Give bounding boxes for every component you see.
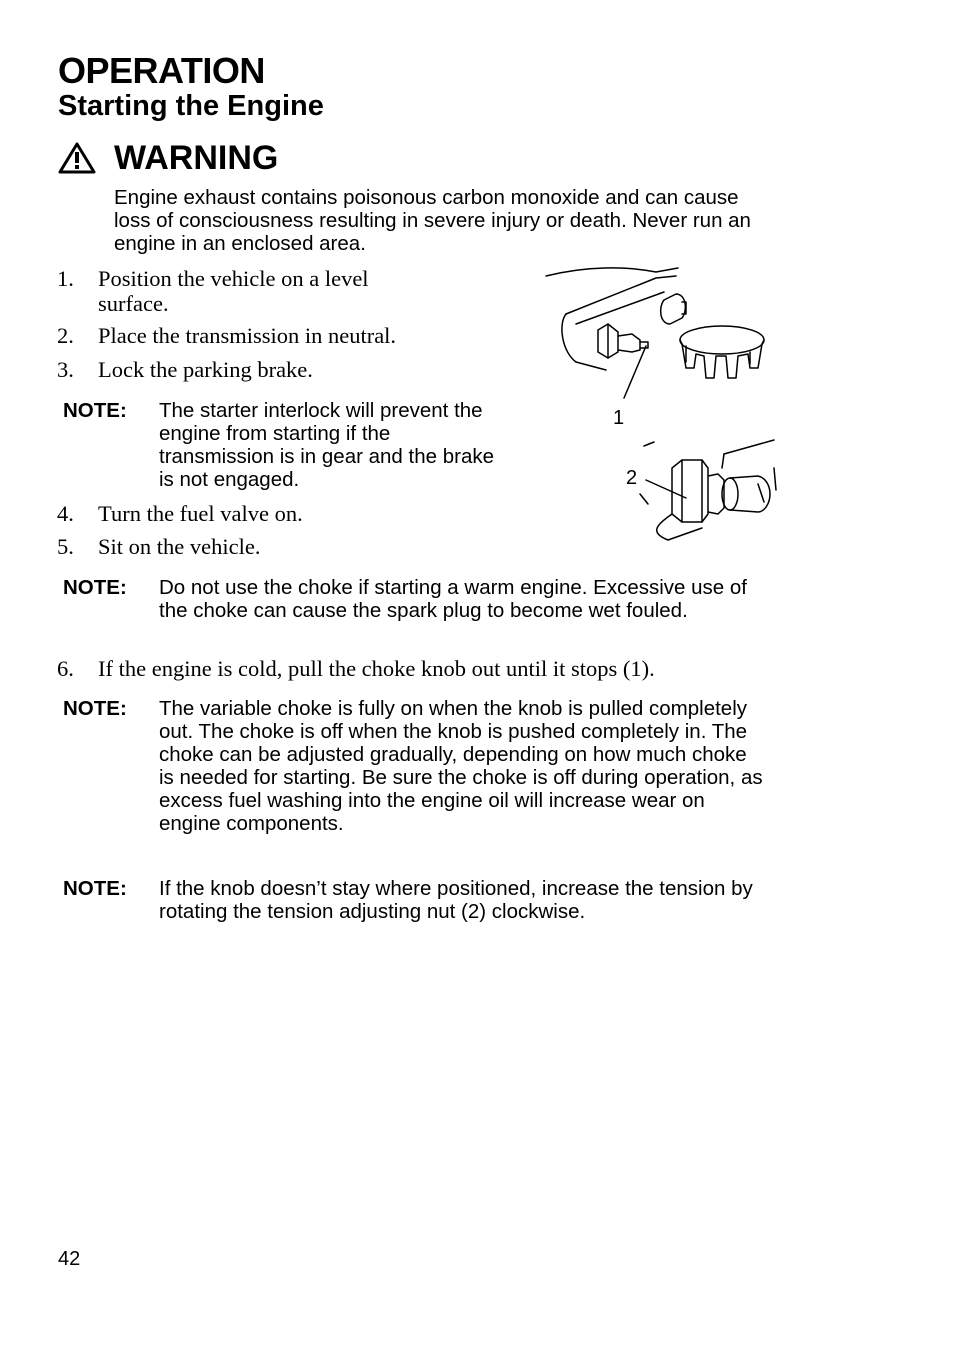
callout-1-label: 1: [613, 407, 625, 429]
note-label: NOTE:: [63, 576, 127, 599]
note: [63, 877, 763, 923]
step-item: [57, 534, 477, 559]
warning-header: [58, 138, 278, 178]
step-number: 3.: [57, 357, 74, 382]
step-item: [57, 501, 477, 526]
note-text: The variable choke is fully on when the knob is pulled completely out. The choke is off when the knob is pushed completely in. The choke can be adjusted gradually, depending on how much choke is needed for starting. Be sure the choke is off during operation, as excess fuel washing into the engine oil will increase wear on engine components.: [159, 697, 763, 835]
callout-2-label: 2: [626, 467, 638, 489]
step-text: Lock the parking brake.: [98, 357, 313, 382]
note-text: If the knob doesn’t stay where positioned, increase the tension by rotating the tension adjusting nut (2) clockwise.: [159, 877, 753, 923]
note-text: Do not use the choke if starting a warm engine. Excessive use of the choke can cause the spark plug to become wet fouled.: [159, 576, 747, 622]
note-label: NOTE:: [63, 877, 127, 900]
step-text: Sit on the vehicle.: [98, 534, 261, 559]
step-item: [57, 323, 477, 348]
note: [63, 697, 763, 835]
note: [63, 576, 773, 622]
step-number: 2.: [57, 323, 74, 348]
step-text: Turn the fuel valve on.: [98, 501, 303, 526]
step-text: Position the vehicle on a level surface.: [98, 266, 369, 316]
note-label: NOTE:: [63, 399, 127, 422]
step-number: 4.: [57, 501, 74, 526]
warning-title: WARNING: [114, 138, 279, 177]
choke-knob-illustration: [536, 262, 786, 552]
warning-triangle-icon: [58, 142, 96, 174]
page-number: 42: [58, 1248, 81, 1270]
note: [63, 399, 503, 491]
step-number: 5.: [57, 534, 74, 559]
note-text: The starter interlock will prevent the engine from starting if the transmission is in gear and the brake is not engaged.: [159, 399, 495, 491]
step-item: [57, 266, 427, 316]
step-text: If the engine is cold, pull the choke knob out until it stops (1).: [98, 656, 655, 681]
note-label: NOTE:: [63, 697, 127, 720]
step-item: [57, 357, 477, 382]
section-title: OPERATION: [58, 50, 265, 91]
step-number: 6.: [57, 656, 74, 681]
warning-text: Engine exhaust contains poisonous carbon monoxide and can cause loss of consciousness resulting in severe injury or death. Never run an engine in an enclosed area.: [114, 186, 751, 255]
step-text: Place the transmission in neutral.: [98, 323, 397, 348]
step-number: 1.: [57, 266, 74, 291]
step-item: [57, 656, 797, 681]
subsection-title: Starting the Engine: [58, 90, 324, 122]
